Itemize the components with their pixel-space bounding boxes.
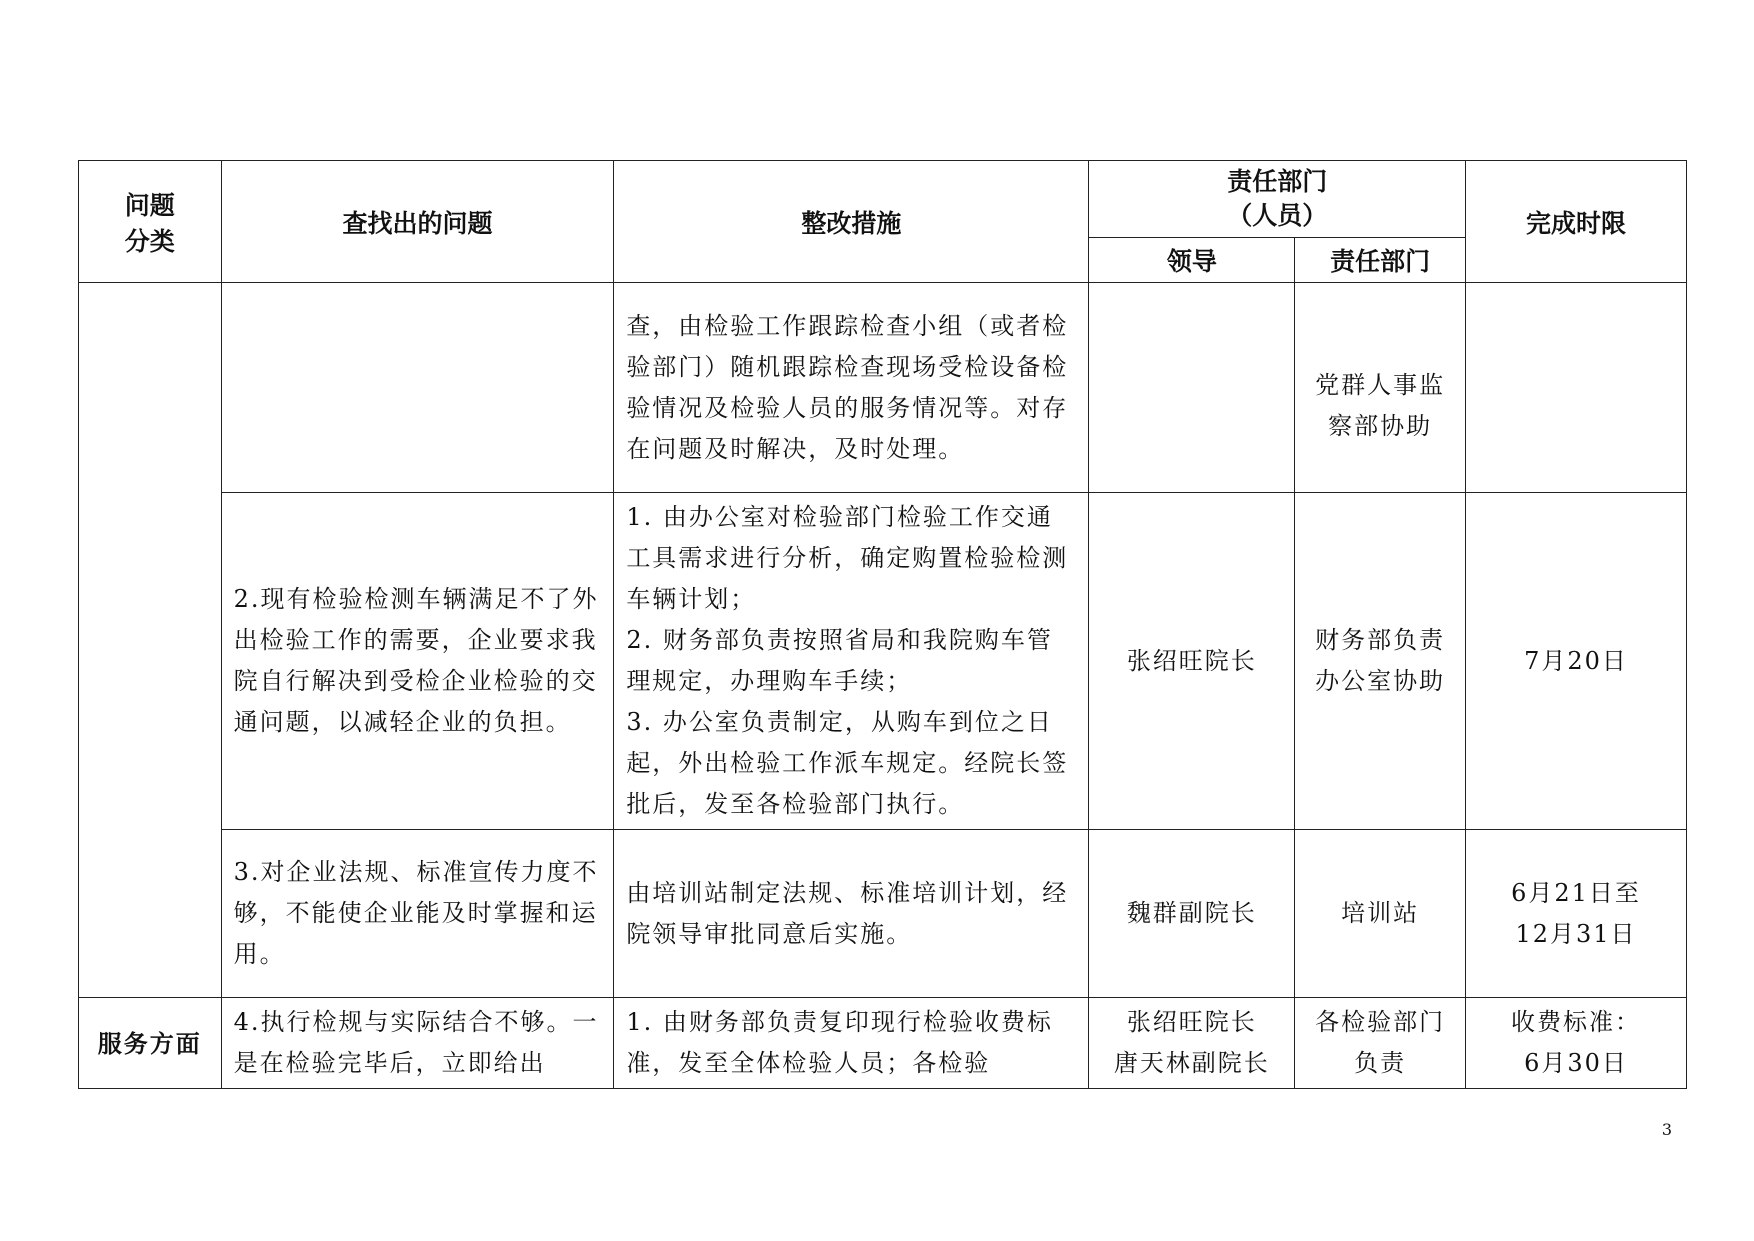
department-cell: 培训站	[1295, 830, 1466, 998]
header-deadline: 完成时限	[1466, 161, 1687, 283]
deadline-cell: 6月21日至 12月31日	[1466, 830, 1687, 998]
problem-cell: 2.现有检验检测车辆满足不了外出检验工作的需要，企业要求我院自行解决到受检企业检验的交通问题，以减轻企业的负担。	[221, 493, 614, 830]
rectification-table	[78, 160, 1687, 1089]
problem-cell	[221, 283, 614, 493]
department-cell: 各检验部门 负责	[1295, 998, 1466, 1089]
header-measure: 整改措施	[614, 161, 1089, 283]
problem-cell: 4.执行检规与实际结合不够。一是在检验完毕后，立即给出	[221, 998, 614, 1089]
header-responsible: 责任部门 （人员）	[1089, 161, 1466, 238]
problem-cell: 3.对企业法规、标准宣传力度不够，不能使企业能及时掌握和运用。	[221, 830, 614, 998]
measure-cell: 查，由检验工作跟踪检查小组（或者检验部门）随机跟踪检查现场受检设备检验情况及检验人员的服务情况等。对存在问题及时解决，及时处理。	[614, 283, 1089, 493]
header-leader: 领导	[1089, 238, 1295, 283]
header-problem: 查找出的问题	[221, 161, 614, 283]
measure-cell: 1. 由办公室对检验部门检验工作交通工具需求进行分析，确定购置检验检测车辆计划； 2. 财务部负责按照省局和我院购车管理规定，办理购车手续； 3. 办公室负责制定，从购车到位之日起，外出检验工作派车规定。经院长签批后，发至各检验部门执行。	[614, 493, 1089, 830]
department-cell: 党群人事监察部协助	[1295, 283, 1466, 493]
header-category: 问题 分类	[79, 161, 222, 283]
page-number: 3	[1661, 1120, 1672, 1139]
leader-cell: 张绍旺院长	[1089, 493, 1295, 830]
measure-cell: 由培训站制定法规、标准培训计划，经院领导审批同意后实施。	[614, 830, 1089, 998]
deadline-cell	[1466, 283, 1687, 493]
category-cell	[79, 283, 222, 998]
deadline-cell: 收费标准： 6月30日	[1466, 998, 1687, 1089]
header-department: 责任部门	[1295, 238, 1466, 283]
department-cell: 财务部负责 办公室协助	[1295, 493, 1466, 830]
category-cell: 服务方面	[79, 998, 222, 1089]
leader-cell: 张绍旺院长 唐天林副院长	[1089, 998, 1295, 1089]
measure-cell: 1. 由财务部负责复印现行检验收费标准，发至全体检验人员；各检验	[614, 998, 1089, 1089]
leader-cell: 魏群副院长	[1089, 830, 1295, 998]
leader-cell	[1089, 283, 1295, 493]
deadline-cell: 7月20日	[1466, 493, 1687, 830]
